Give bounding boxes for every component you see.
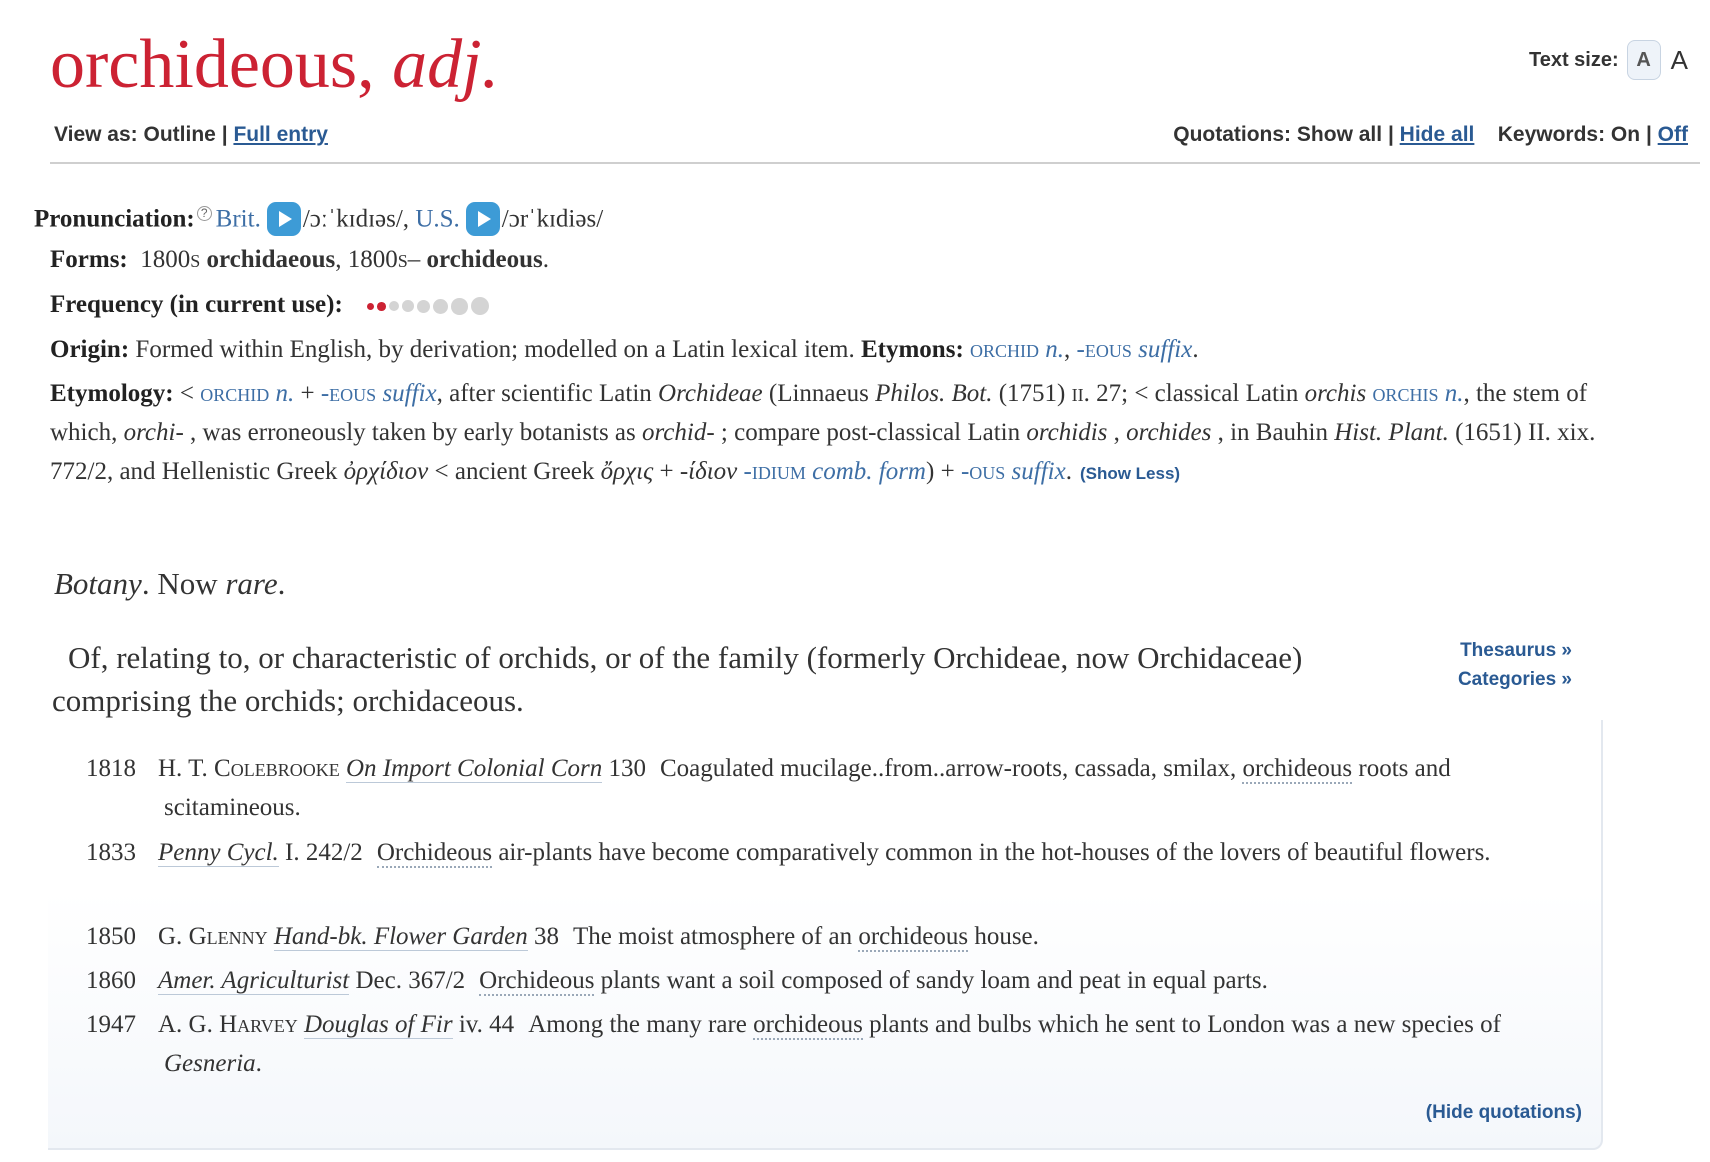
view-as-separator: |: [221, 123, 228, 146]
origin-label: Origin:: [50, 336, 130, 363]
quotation-year: 1818: [86, 755, 136, 782]
etym-text: (1751): [998, 380, 1066, 407]
quotation: [86, 917, 1576, 956]
etym-term: orchi-: [123, 419, 184, 446]
quotation-keyword: orchideous: [753, 1011, 863, 1038]
quotation-text: plants want a soil composed of sandy loam and peat in equal parts.: [600, 967, 1268, 994]
frequency-dot: [367, 303, 374, 310]
definition: Of, relating to, or characteristic of orchids, or of the family (formerly Orchideae, now Orchidaceae) comprising the orchids; orchidaceous.: [52, 640, 1303, 718]
etym-term: orchides: [1126, 419, 1212, 446]
etym-text: < ancient Greek: [434, 458, 595, 485]
xref-ous-link[interactable]: -ous suffix: [960, 458, 1066, 485]
etym-source-title: Hist. Plant.: [1334, 419, 1449, 446]
forms-line: Forms: 1800s orchidaeous, 1800s– orchideous.: [50, 246, 549, 273]
quotation-source-title[interactable]: Douglas of Fir: [303, 1011, 453, 1038]
origin-end: .: [1192, 336, 1199, 363]
quotation-text: house.: [974, 923, 1039, 950]
text-size-label: Text size:: [1528, 48, 1619, 71]
quotation-text: roots and scitamineous.: [164, 755, 1451, 821]
xref-eous-link[interactable]: -eous suffix: [320, 380, 437, 407]
etymology-paragraph: [50, 374, 1650, 493]
quotations-show-all-current: Show all: [1296, 123, 1383, 146]
etym-text: , after scientific Latin: [436, 380, 652, 407]
field-end: .: [277, 566, 286, 601]
quotation-text: Coagulated mucilage..from..arrow-roots, cassada, smilax,: [659, 755, 1237, 782]
text-size-small-button[interactable]: A: [1627, 40, 1661, 80]
origin-line: [50, 335, 1199, 365]
us-label: U.S.: [415, 205, 460, 233]
frequency-label: Frequency (in current use):: [50, 291, 343, 318]
quotation-year: 1947: [86, 1011, 136, 1038]
frequency-indicator: [367, 297, 489, 315]
help-icon[interactable]: ?: [197, 206, 212, 221]
frequency-dot: [417, 300, 430, 313]
quotation-source-title[interactable]: Amer. Agriculturist: [158, 967, 350, 994]
frequency-dot: [377, 302, 386, 311]
thesaurus-link[interactable]: Thesaurus »: [1460, 640, 1572, 661]
keywords-on-current: On: [1610, 123, 1641, 146]
quotation: [86, 833, 1576, 872]
etym-text: (Linnaeus: [768, 380, 869, 407]
etym-text: (1651) II. xix. 772/2, and Hellenistic Greek: [50, 419, 1596, 485]
quotation: [86, 749, 1576, 827]
text-size-control: [1529, 40, 1688, 80]
etym-text: ) +: [926, 458, 955, 485]
forms-end: .: [542, 246, 549, 273]
etym-text: <: [179, 380, 194, 407]
etym-text: +: [659, 458, 674, 485]
part-of-speech: adj.: [392, 26, 500, 103]
us-ipa: /ɔrˈkɪdiəs/: [501, 205, 604, 233]
quotation-text: air-plants have become comparatively common in the hot-houses of the lovers of beautiful flowers.: [498, 839, 1491, 866]
xref-orchis-link[interactable]: orchis n.: [1372, 380, 1464, 407]
frequency-dot: [389, 301, 399, 311]
quotation-year: 1850: [86, 923, 136, 950]
etym-term: ὀρχίδιον: [343, 458, 429, 485]
keywords-separator: |: [1645, 123, 1652, 146]
form-word: orchideous: [426, 246, 543, 273]
etymon-orchid-link[interactable]: orchid n.: [970, 336, 1065, 363]
quotation-text: plants and bulbs which he sent to London was a new species of: [869, 1011, 1501, 1038]
frequency-dot: [451, 298, 468, 315]
quotation-keyword: orchideous: [858, 923, 969, 950]
etym-text: ,: [1113, 419, 1120, 446]
form-period: 1800s–: [347, 246, 421, 273]
quotation-author: Glenny: [188, 923, 268, 950]
etymon-eous-link[interactable]: -eous suffix: [1076, 336, 1193, 363]
forms-label: Forms:: [50, 246, 128, 273]
xref-idium-link[interactable]: -idium comb. form: [743, 458, 926, 485]
etym-source-title: Philos. Bot.: [875, 380, 993, 407]
quotation: [86, 961, 1576, 1000]
keywords-label: Keywords:: [1497, 123, 1606, 146]
quotation-author-initials: A. G.: [158, 1011, 213, 1038]
hide-all-link[interactable]: Hide all: [1399, 123, 1475, 146]
field-sep: . Now: [141, 566, 218, 601]
origin-text: Formed within English, by derivation; modelled on a Latin lexical item.: [135, 336, 855, 363]
headword-text: orchideous,: [50, 26, 375, 103]
play-brit-audio-icon[interactable]: [267, 202, 301, 236]
quotation-citation: Dec. 367/2: [355, 967, 466, 994]
etym-text: , the stem of which,: [50, 380, 1588, 446]
quotation-source-title[interactable]: Hand-bk. Flower Garden: [273, 923, 528, 950]
quotation-source-title[interactable]: On Import Colonial Corn: [345, 755, 603, 782]
view-outline-current: Outline: [143, 123, 216, 146]
quotation-keyword: orchideous: [1242, 755, 1353, 782]
categories-link[interactable]: Categories »: [1457, 669, 1572, 690]
form-period: 1800s: [140, 246, 201, 273]
hide-quotations-link[interactable]: (Hide quotations): [1425, 1102, 1582, 1123]
quotation-keyword: Orchideous: [376, 839, 493, 866]
quotation-author: Colebrooke: [214, 755, 340, 782]
quotation-citation: 38: [534, 923, 560, 950]
quotation-year: 1860: [86, 967, 136, 994]
frequency-dot: [433, 299, 448, 314]
quotation-term: Gesneria: [164, 1050, 256, 1077]
etym-term: ὄρχις: [600, 458, 654, 485]
keywords-off-link[interactable]: Off: [1657, 123, 1688, 146]
quotations-separator: |: [1387, 123, 1394, 146]
quotation-citation: iv. 44: [458, 1011, 515, 1038]
quotation-controls: [1173, 123, 1688, 147]
etym-text: ii.: [1071, 380, 1090, 407]
brit-ipa: /ɔːˈkɪdɪəs/,: [302, 205, 410, 233]
etym-text: , was erroneously taken by early botanists as: [190, 419, 636, 446]
etym-text: 27; < classical Latin: [1096, 380, 1299, 407]
quotation: [86, 1005, 1576, 1083]
quotation-text: Among the many rare: [528, 1011, 747, 1038]
xref-orchid-link[interactable]: orchid n.: [200, 380, 295, 407]
quotation-text: The moist atmosphere of an: [573, 923, 853, 950]
etymons-label: Etymons:: [860, 336, 964, 363]
quotation-keyword: Orchideous: [479, 967, 595, 994]
full-entry-link[interactable]: Full entry: [233, 123, 328, 146]
form-word: orchidaeous: [206, 246, 336, 273]
subject-label: [54, 566, 285, 602]
pronunciation-label: Pronunciation:: [34, 205, 195, 233]
frequency-dot: [471, 297, 489, 315]
quotation-author-initials: H. T.: [158, 755, 208, 782]
play-us-audio-icon[interactable]: [466, 202, 500, 236]
quotation-source-title[interactable]: Penny Cycl.: [158, 839, 279, 866]
frequency-line: [50, 290, 489, 320]
quotation-year: 1833: [86, 839, 136, 866]
etym-text: +: [300, 380, 315, 407]
text-size-large-button[interactable]: A: [1670, 44, 1688, 75]
origin-comma: ,: [1064, 336, 1071, 363]
etym-term: orchid-: [642, 419, 715, 446]
quotation-author: Harvey: [219, 1011, 298, 1038]
view-as-bar: [54, 123, 328, 147]
etym-text: .: [1065, 458, 1072, 485]
view-as-label: View as:: [54, 123, 138, 146]
quotation-citation: I. 242/2: [285, 839, 363, 866]
etym-term: orchis: [1304, 380, 1367, 407]
etym-text: , in Bauhin: [1217, 419, 1328, 446]
pronunciation-line: [34, 202, 603, 240]
thesaurus-links: [1458, 636, 1572, 694]
quotation-citation: 130: [608, 755, 646, 782]
headword: [50, 26, 500, 103]
quotations-label: Quotations:: [1173, 123, 1292, 146]
etym-term: Orchideae: [658, 380, 763, 407]
etymology-label: Etymology:: [50, 380, 174, 407]
quotation-text-end: .: [255, 1050, 262, 1077]
show-less-link[interactable]: (Show Less): [1079, 464, 1181, 483]
header-divider: [50, 162, 1700, 164]
etym-text: ; compare post-classical Latin: [720, 419, 1021, 446]
etym-term: orchidis: [1026, 419, 1108, 446]
quotation-author-initials: G.: [158, 923, 183, 950]
brit-label: Brit.: [215, 205, 261, 233]
field-name: Botany: [54, 566, 142, 601]
etym-term: -ίδιον: [679, 458, 738, 485]
usage-rare: rare: [225, 566, 278, 601]
frequency-dot: [402, 300, 414, 312]
